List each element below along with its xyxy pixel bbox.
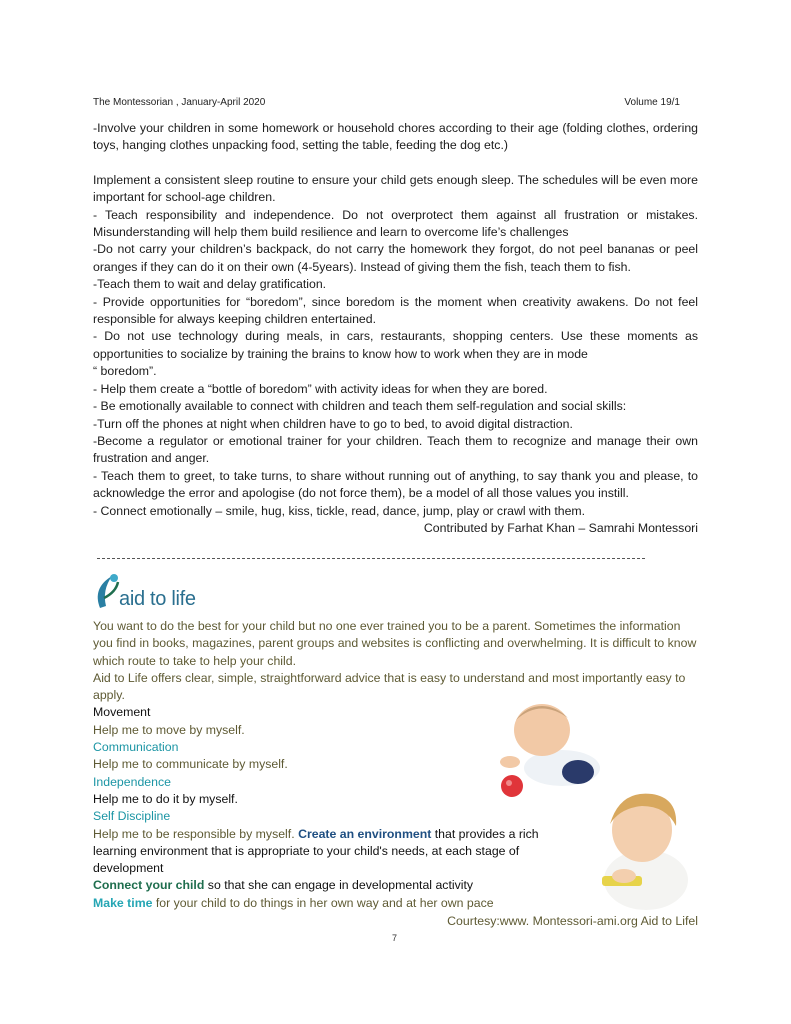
page-number: 7 <box>392 933 398 943</box>
paragraph: - Provide opportunities for “boredom”, since boredom is the moment when creativity awakens. Do not feel responsible for always keeping children entertained. <box>93 294 698 327</box>
movement-text: Help me to move by myself. <box>93 722 245 737</box>
paragraph: - Connect emotionally – smile, hug, kiss, tickle, read, dance, jump, play or crawl with them. <box>93 503 586 518</box>
paragraph: - Help them create a “bottle of boredom” with activity ideas for when they are bored. <box>93 381 548 396</box>
courtesy-line: Courtesy:www. Montessori-ami.org Aid to Lifel <box>447 914 698 928</box>
paragraph: -Involve your children in some homework or household chores according to their age (folding clothes, ordering toys, hanging clothes unpacking food, setting the table, feeding the dog etc.) <box>93 121 698 153</box>
discipline-heading: Self Discipline <box>93 809 171 824</box>
volume-label: Volume 19/1 <box>624 97 680 108</box>
article-attribution: Contributed by Farhat Khan – Samrahi Montessori <box>423 520 698 535</box>
logo-text: aid to life <box>119 588 196 610</box>
paragraph: “ boredom”. <box>93 364 157 379</box>
section-divider <box>97 558 645 559</box>
time-bold: Make time <box>93 895 153 910</box>
discipline-paragraph <box>93 826 563 878</box>
independence-text: Help me to do it by myself. <box>93 791 238 806</box>
independence-heading: Independence <box>93 774 171 789</box>
intro-paragraph: You want to do the best for your child but no one ever trained you to be a parent. Sometimes the information you find in books, magazines, parent groups and websites is conflicting and overwhelming. It is difficult to know which route to take to help your child. <box>93 619 697 668</box>
paragraph: - Do not use technology during meals, in cars, restaurants, shopping centers. Use these moments as opportunities to socialize by training the brains to know how to work when they are in mode <box>93 329 698 361</box>
toddler-playing-image <box>580 780 700 910</box>
discipline-text: Help me to be responsible by myself. <box>93 826 295 841</box>
paragraph: - Teach them to greet, to take turns, to share without running out of anything, to say thank you and please, to acknowledge the error and apologise (do not force them), be a model of all those values you instill. <box>93 468 698 501</box>
communication-text: Help me to communicate by myself. <box>93 757 288 772</box>
environment-text: that provides a rich learning environment that is appropriate to your child's needs, at each stage of development <box>93 826 539 876</box>
paragraph: Implement a consistent sleep routine to ensure your child gets enough sleep. The schedules will be even more important for school-age children. <box>93 172 698 205</box>
paragraph: -Become a regulator or emotional trainer for your children. Teach them to recognize and manage their own frustration and anger. <box>93 433 698 466</box>
connect-bold: Connect your child <box>93 878 205 893</box>
time-text: for your child to do things in her own way and at her own pace <box>155 895 494 910</box>
paragraph: - Be emotionally available to connect with children and teach them self-regulation and social skills: <box>93 399 627 414</box>
page-header <box>93 97 698 108</box>
connect-text: so that she can engage in developmental activity <box>207 878 474 893</box>
article-body <box>93 120 698 537</box>
paragraph: -Teach them to wait and delay gratification. <box>93 277 327 292</box>
movement-heading: Movement <box>93 705 151 720</box>
journal-title: The Montessorian , January-April 2020 <box>93 97 266 108</box>
paragraph: -Turn off the phones at night when children have to go to bed, to avoid digital distraction. <box>93 416 573 431</box>
paragraph: -Do not carry your children’s backpack, do not carry the homework they forgot, do not peel bananas or peel oranges if they can do it on their own (4-5years). Instead of giving them the fish, teach them to fish. <box>93 242 698 274</box>
environment-bold: Create an environment <box>298 826 432 841</box>
paragraph: - Teach responsibility and independence. Do not overprotect them against all frustration or mistakes. Misunderstanding will help them build resilience and learn to overcome life’s challenges <box>93 207 698 240</box>
communication-heading: Communication <box>93 740 179 755</box>
intro-paragraph: Aid to Life offers clear, simple, straightforward advice that is easy to understand and most importantly easy to apply. <box>93 670 686 703</box>
